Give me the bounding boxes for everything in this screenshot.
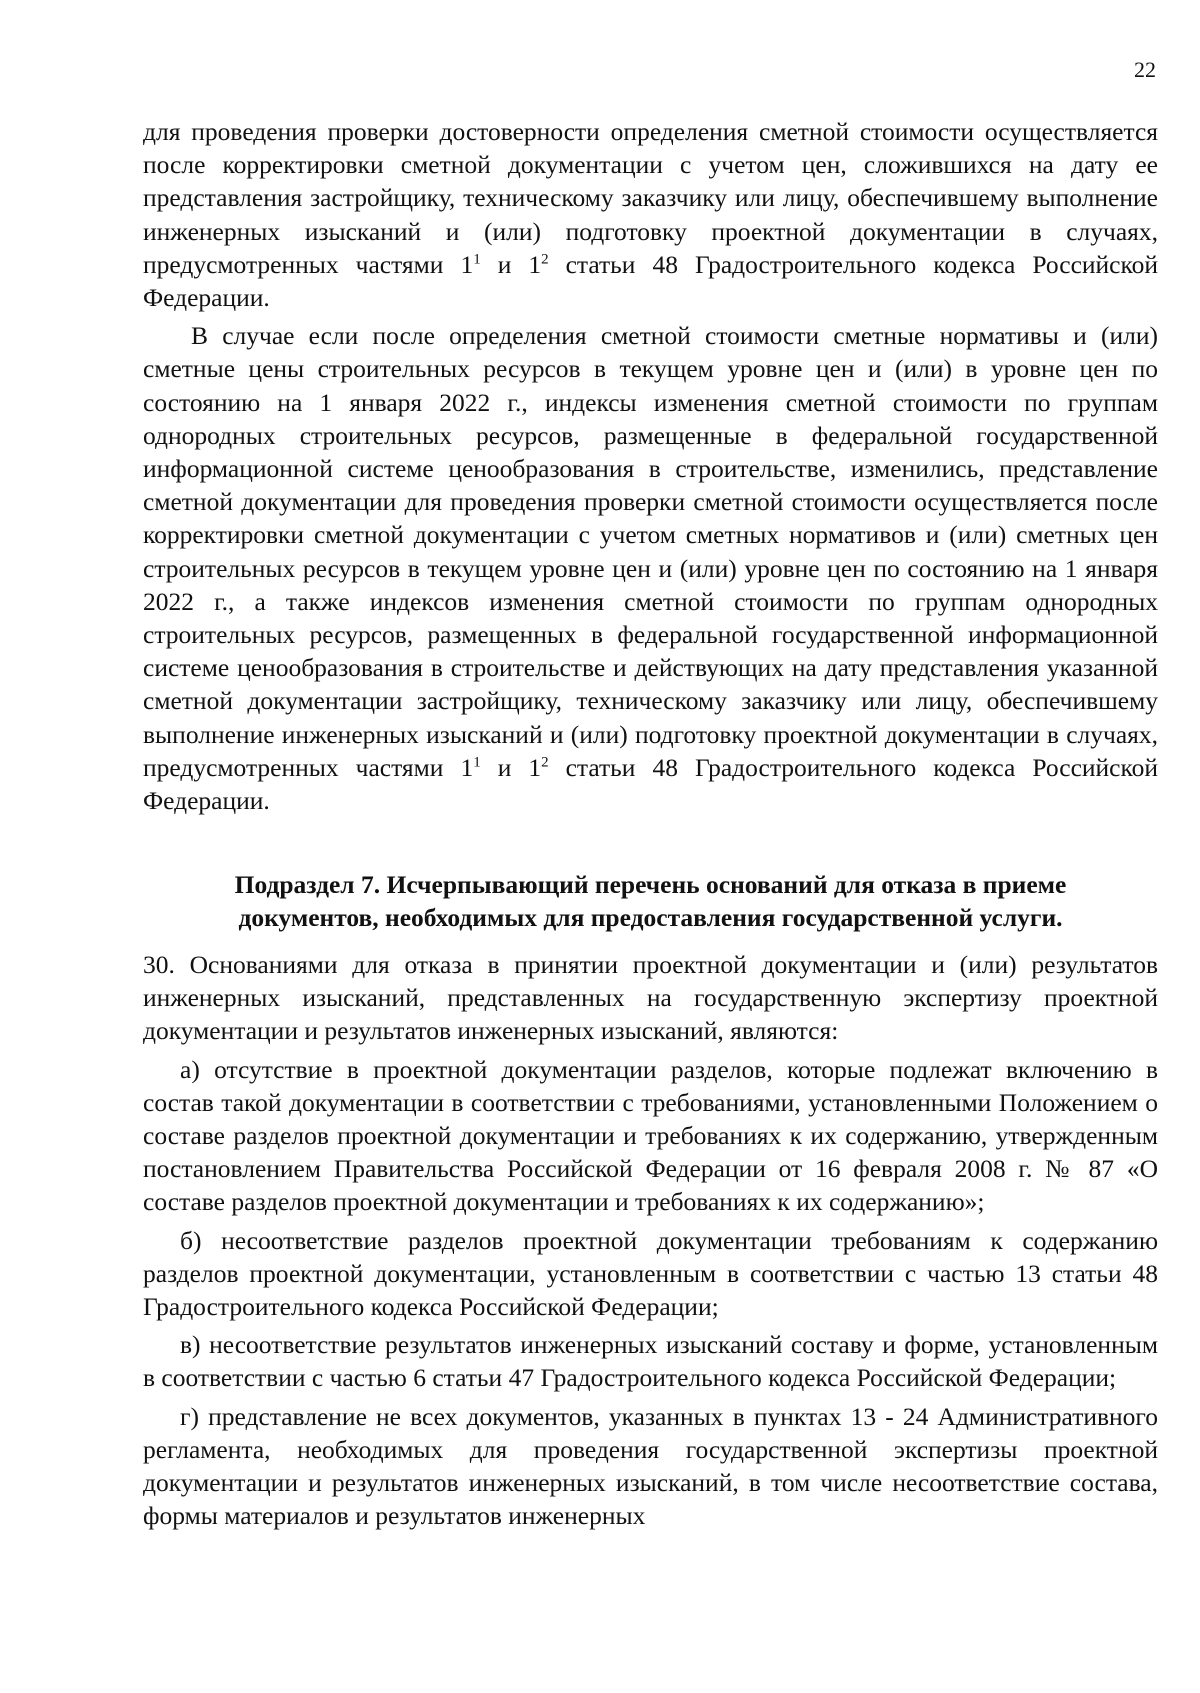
subsection-heading	[143, 868, 1158, 934]
subsection-heading-line-2: документов, необходимых для предоставления государственной услуги.	[238, 903, 1063, 933]
second-paragraph	[143, 319, 1158, 817]
second-text-mid: и 1	[480, 752, 542, 782]
subitem-g: г) представление не всех документов, указанных в пунктах 13 - 24 Административного регламента, необходимых для проведения государственной экспертизы проектной документации и результатов инженерных изысканий, в том числе несоответствие состава, формы материалов и результатов инженерных	[143, 1401, 1158, 1531]
second-text-after: статьи 48 Градостроительного кодекса Российской Федерации.	[143, 752, 1158, 816]
subitem-b: б) несоответствие разделов проектной документации требованиям к содержанию разделов проектной документации, установленным в соответствии с частью 13 статьи 48 Градостроительного кодекса Российской Федерации;	[143, 1225, 1158, 1322]
intro-text-after: статьи 48 Градостроительного кодекса Российской Федерации.	[143, 249, 1158, 313]
second-text-before: В случае если после определения сметной стоимости сметные нормативы и (или) сметные цены строительных ресурсов в текущем уровне цен и (или) в уровне цен по состоянию на 1 января 2022 г., индексы изменения сметной стоимости по группам однородных строительных ресурсов, размещенные в федеральной государственной информационной системе ценообразования в строительстве, изменились, представление сметной документации для проведения проверки сметной стоимости осуществляется после корректировки сметной документации с учетом сметных нормативов и (или) сметных цен строительных ресурсов в текущем уровне цен и (или) уровне цен по состоянию на 1 января 2022 г., а также индексов изменения сметной стоимости по группам однородных строительных ресурсов, размещенных в федеральной государственной информационной системе ценообразования в строительстве и действующих на дату представления указанной сметной документации застройщику, техническому заказчику или лицу, обеспечившему выполнение инженерных изысканий и (или) подготовку проектной документации в случаях, предусмотренных частями 1	[143, 321, 1158, 782]
page-number: 22	[1134, 57, 1156, 82]
second-sup-1: 1	[473, 754, 481, 771]
intro-sup-1: 1	[473, 251, 481, 268]
second-sup-2: 2	[541, 754, 549, 771]
intro-sup-2: 2	[541, 251, 549, 268]
intro-paragraph	[143, 115, 1158, 314]
text-block-bottom	[143, 948, 1158, 1532]
subsection-heading-line-1: Подраздел 7. Исчерпывающий перечень оснований для отказа в приеме	[234, 870, 1067, 899]
intro-text-before: для проведения проверки достоверности определения сметной стоимости осуществляется после корректировки сметной документации с учетом цен, сложившихся на дату ее представления застройщику, техническому заказчику или лицу, обеспечившему выполнение инженерных изысканий и (или) подготовку проектной документации в случаях, предусмотренных частями 1	[143, 117, 1158, 279]
intro-text-mid: и 1	[480, 249, 542, 279]
text-block-top	[143, 115, 1158, 817]
subitem-a: а) отсутствие в проектной документации разделов, которые подлежат включению в состав такой документации в соответствии с требованиями, установленными Положением о составе разделов проектной документации и требованиях к их содержанию, утвержденным постановлением Правительства Российской Федерации от 16 февраля 2008 г. № 87 «О составе разделов проектной документации и требованиях к их содержанию»;	[143, 1054, 1158, 1217]
item-30-paragraph: 30. Основаниями для отказа в принятии проектной документации и (или) результатов инженерных изысканий, представленных на государственную экспертизу проектной документации и результатов инженерных изысканий, являются:	[143, 950, 1158, 1046]
subitem-v: в) несоответствие результатов инженерных изысканий составу и форме, установленным в соответствии с частью 6 статьи 47 Градостроительного кодекса Российской Федерации;	[143, 1330, 1158, 1393]
